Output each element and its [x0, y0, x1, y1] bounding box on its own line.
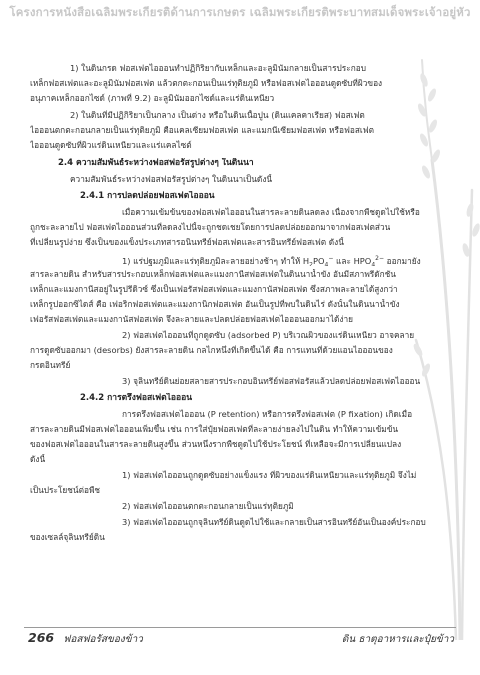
paragraph-line: ไอออนตกตะกอนกลายเป็นแร่ทุติยภูมิ คือแคลเซียมฟอสเฟต และแมกนีเซียมฟอสเฟต หรือฟอสเฟต [30, 125, 374, 135]
paragraph-line: ที่เปลี่ยนรูปง่าย ซึ่งเป็นของแข็งประเภทสารอนินทรีย์ฟอสเฟตและสารอินทรีย์ฟอสเฟต ดังนี้ [30, 237, 344, 247]
text-run: 1) แร่ปฐมภูมิและแร่ทุติยภูมิละลายอย่างช้าๆ ทำให้ H [122, 255, 310, 266]
footer-section-title: ดิน ธาตุอาหารและปุ๋ยข้าว [341, 634, 454, 645]
section-heading: 2.4 ความสัมพันธ์ระหว่างฟอสฟอรัสรูปต่างๆ ในดินนา [58, 158, 254, 168]
paragraph-line: 1) ในดินกรด ฟอสเฟตไอออนทำปฏิกิริยากับเหล็กและอะลูมินัมกลายเป็นสารประกอบ [70, 63, 366, 73]
paragraph-line: ไอออนดูดซับที่ผิวแร่ดินเหนียวและแร่แคลไซต์ [30, 140, 192, 150]
paragraph-line: ดังนี้ [30, 454, 46, 464]
paragraph-line: กรดอินทรีย์ [30, 360, 71, 370]
paragraph-line: อนุภาคเหล็กออกไซด์ (ภาพที่ 9.2) อะลูมินัมออกไซด์และแร่ดินเหนียว [30, 93, 275, 103]
paragraph-line: 1) ฟอสเฟตไอออนถูกดูดซับอย่างแข็งแรง ที่ผิวของแร่ดินเหนียวและแร่ทุติยภูมิ จึงไม่ [122, 470, 417, 480]
paragraph-line: 2) ฟอสเฟตไอออนตกตะกอนกลายเป็นแร่ทุติยภูมิ [122, 501, 294, 511]
text-run: PO [313, 255, 325, 266]
running-header: โครงการหนังสือเฉลิมพระเกียรติด้านการเกษตร เฉลิมพระเกียรติพระบาทสมเด็จพระเจ้าอยู่หัว [9, 5, 471, 19]
paragraph-line: เหล็กฟอสเฟตและอะลูมินัมฟอสเฟต แล้วตกตะกอนเป็นแร่ทุติยภูมิ หรือฟอสเฟตไอออนดูดซับที่ผิวของ [30, 78, 383, 88]
text-run: และ HPO [333, 255, 372, 266]
subscript: 4 [324, 261, 329, 266]
paragraph-line: เมื่อความเข้มข้นของฟอสเฟตไอออนในสารละลายดินลดลง เนื่องจากพืชดูดไปใช้หรือ [122, 207, 420, 217]
paragraph-line: เป็นประโยชน์ต่อพืช [30, 485, 101, 495]
book-title: ฟอสฟอรัสของข้าว [63, 634, 143, 645]
text-run: ออกมายัง [384, 255, 421, 266]
paragraph-line: 2) ฟอสเฟตไอออนที่ถูกดูดซับ (adsorbed P) บริเวณผิวของแร่ดินเหนียว อาจคลาย [122, 330, 415, 340]
paragraph-line: เหล็กรูปออกซิไดส์ คือ เฟอริกฟอสเฟตและแมงกานิกฟอสเฟต อันเป็นรูปที่พบในดินไร่ ดังนั้นในดินนาน้ำขัง [30, 299, 400, 309]
paragraph-line: 3) ฟอสเฟตไอออนถูกจุลินทรีย์ดินดูดไปใช้และกลายเป็นสารอินทรีย์อันเป็นองค์ประกอบ [122, 517, 426, 527]
paragraph-line: การดูดซับออกมา (desorbs) ยังสารละลายดิน กลไกหนึ่งที่เกิดขึ้นได้ คือ การแทนที่ด้วยแอนไอออนของ [30, 345, 393, 355]
paragraph-line: ถูกชะละลายไป ฟอสเฟตไอออนส่วนที่ลดลงไปนี้จะถูกชดเชยโดยการปลดปล่อยออกมาจากฟอสเฟตส่วน [30, 222, 391, 232]
paragraph-line: การตรึงฟอสเฟตไอออน (P retention) หรือการตรึงฟอสเฟต (P fixation) เกิดเมื่อ [122, 409, 413, 419]
paragraph-line: เหล็กและแมงกานีสอยู่ในรูปรีดิวซ์ ซึ่งเป็นเฟอรัสฟอสเฟตและแมงกานัสฟอสเฟต ซึ่งสภาพละลายได้สูงกว่า [30, 284, 398, 294]
paragraph-line: ของเซลล์จุลินทรีย์ดิน [30, 532, 105, 542]
paragraph-line: สารละลายดินมีฟอสเฟตไอออนเพิ่มขึ้น เช่น การใส่ปุ๋ยฟอสเฟตที่ละลายง่ายลงไปในดิน ทำให้ความเข้มข้น [30, 424, 399, 434]
footer-divider [24, 627, 456, 628]
page-number: 266 [28, 630, 55, 645]
paragraph-line: เฟอรัสฟอสเฟตและแมงกานัสฟอสเฟต จึงละลายและปลดปล่อยฟอสเฟตไอออนออกมาได้ง่าย [30, 314, 354, 324]
paragraph-line: ของฟอสเฟตไอออนในสารละลายดินสูงขึ้น ส่วนหนึ่งรากพืชดูดไปใช้ประโยชน์ ที่เหลือจะมีการเปลี่ยนแปลง [30, 439, 402, 449]
superscript: − [328, 255, 334, 262]
subscript: 2 [309, 261, 313, 266]
subsection-heading: 2.4.2 การตรึงฟอสเฟตไอออน [80, 393, 193, 403]
superscript: 2− [375, 255, 385, 262]
subscript: 4 [371, 261, 376, 266]
paragraph-line: สารละลายดิน สำหรับสารประกอบเหล็กฟอสเฟตและแมงกานีสฟอสเฟตในดินนาน้ำขัง อันมีสภาพรีดักชัน [30, 269, 396, 279]
paragraph-line: ความสัมพันธ์ระหว่างฟอสฟอรัสรูปต่างๆ ในดินนาเป็นดังนี้ [70, 174, 273, 184]
paragraph-line-formula [122, 253, 421, 266]
paragraph-line: 3) จุลินทรีย์ดินย่อยสลายสารประกอบอินทรีย์ฟอสฟอรัสแล้วปลดปล่อยฟอสเฟตไอออน [122, 376, 421, 386]
footer-left [28, 630, 143, 647]
paragraph-line: 2) ในดินที่มีปฏิกิริยาเป็นกลาง เป็นด่าง หรือในดินเนื้อปูน (ดินแคลคาเรียส) ฟอสเฟต [70, 110, 365, 120]
subsection-heading: 2.4.1 การปลดปล่อยฟอสเฟตไอออน [80, 191, 215, 201]
